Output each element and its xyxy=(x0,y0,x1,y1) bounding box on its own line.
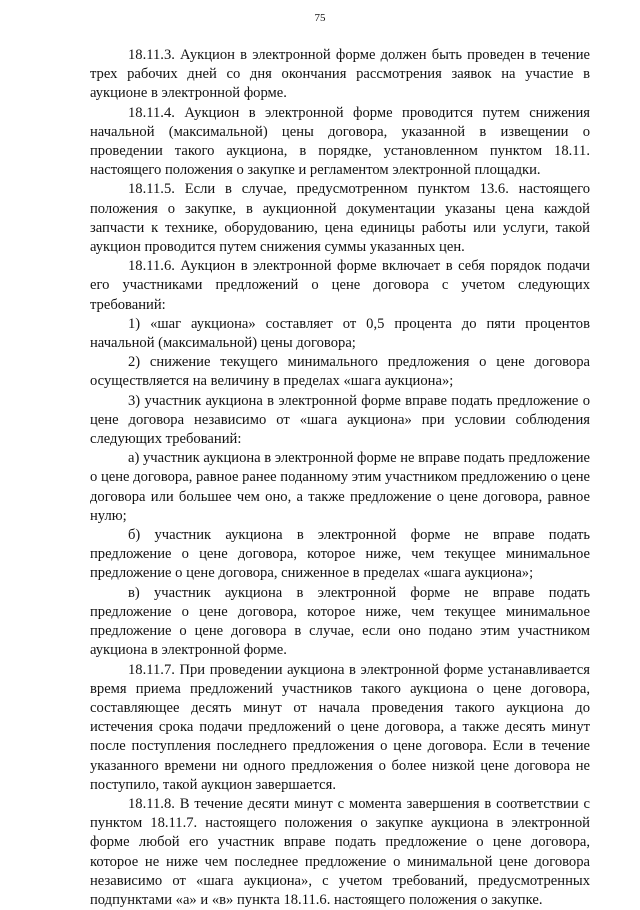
paragraph-18-11-7: 18.11.7. При проведении аукциона в электронной форме устанавливается время приема предложений участников такого аукциона о цене договора, составляющее десять минут от начала проведения такого аукциона до истечения срока подачи предложений о цене договора, а также десять минут после поступления последнего предложения о цене договора. Если в течение указанного времени ни одного предложения о более низкой цене договора не поступило, такой аукцион завершается. xyxy=(90,661,590,793)
list-item-2: 2) снижение текущего минимального предложения о цене договора осуществляется на величину в пределах «шага аукциона»; xyxy=(90,354,590,390)
list-item-1: 1) «шаг аукциона» составляет от 0,5 процента до пяти процентов начальной (максимальной) цены договора; xyxy=(90,315,590,352)
subitem-a: а) участник аукциона в электронной форме не вправе подать предложение о цене договора, равное ранее поданному этим участником предложению о цене договора или большее чем оно, а также предложение о цене договора, равное нулю; xyxy=(90,450,590,524)
document-body xyxy=(90,46,590,910)
page-number: 75 xyxy=(314,12,326,24)
paragraph-18-11-4: 18.11.4. Аукцион в электронной форме проводится путем снижения начальной (максимальной) цены договора, указанной в извещении о проведении такого аукциона, в порядке, установленном пунктом 18.11. настоящего положения о закупке и регламентом электронной площадки. xyxy=(90,104,590,179)
paragraph-18-11-8: 18.11.8. В течение десяти минут с момента завершения в соответствии с пунктом 18.11.7. настоящего положения о закупке аукциона в электронной форме любой его участник вправе подать предложение о цене договора, которое не ниже чем последнее предложение о минимальной цене договора независимо от «шага аукциона», с учетом требований, предусмотренных подпунктами «а» и «в» пункта 18.11.6. настоящего положения о закупке. xyxy=(90,795,590,908)
subitem-b: б) участник аукциона в электронной форме не вправе подать предложение о цене договора, которое ниже, чем текущее минимальное предложение о цене договора, сниженное в пределах «шага аукциона»; xyxy=(90,527,590,582)
paragraph-18-11-3: 18.11.3. Аукцион в электронной форме должен быть проведен в течение трех рабочих дней со дня окончания рассмотрения заявок на участие в аукционе в электронной форме. xyxy=(90,47,590,102)
paragraph-18-11-5: 18.11.5. Если в случае, предусмотренном пунктом 13.6. настоящего положения о закупке, в аукционной документации указаны цена каждой запчасти к технике, оборудованию, цена единицы работы или услуги, такой аукцион проводится путем снижения суммы указанных цен. xyxy=(90,181,590,256)
subitem-v: в) участник аукциона в электронной форме не вправе подать предложение о цене договора, которое ниже, чем текущее минимальное предложение о цене договора в случае, если оно подано этим участником аукциона в электронной форме. xyxy=(90,584,590,659)
list-item-3: 3) участник аукциона в электронной форме вправе подать предложение о цене договора независимо от «шага аукциона» при условии соблюдения следующих требований: xyxy=(90,392,590,448)
paragraph-18-11-6: 18.11.6. Аукцион в электронной форме включает в себя порядок подачи его участниками предложений о цене договора с учетом следующих требований: xyxy=(90,258,590,313)
